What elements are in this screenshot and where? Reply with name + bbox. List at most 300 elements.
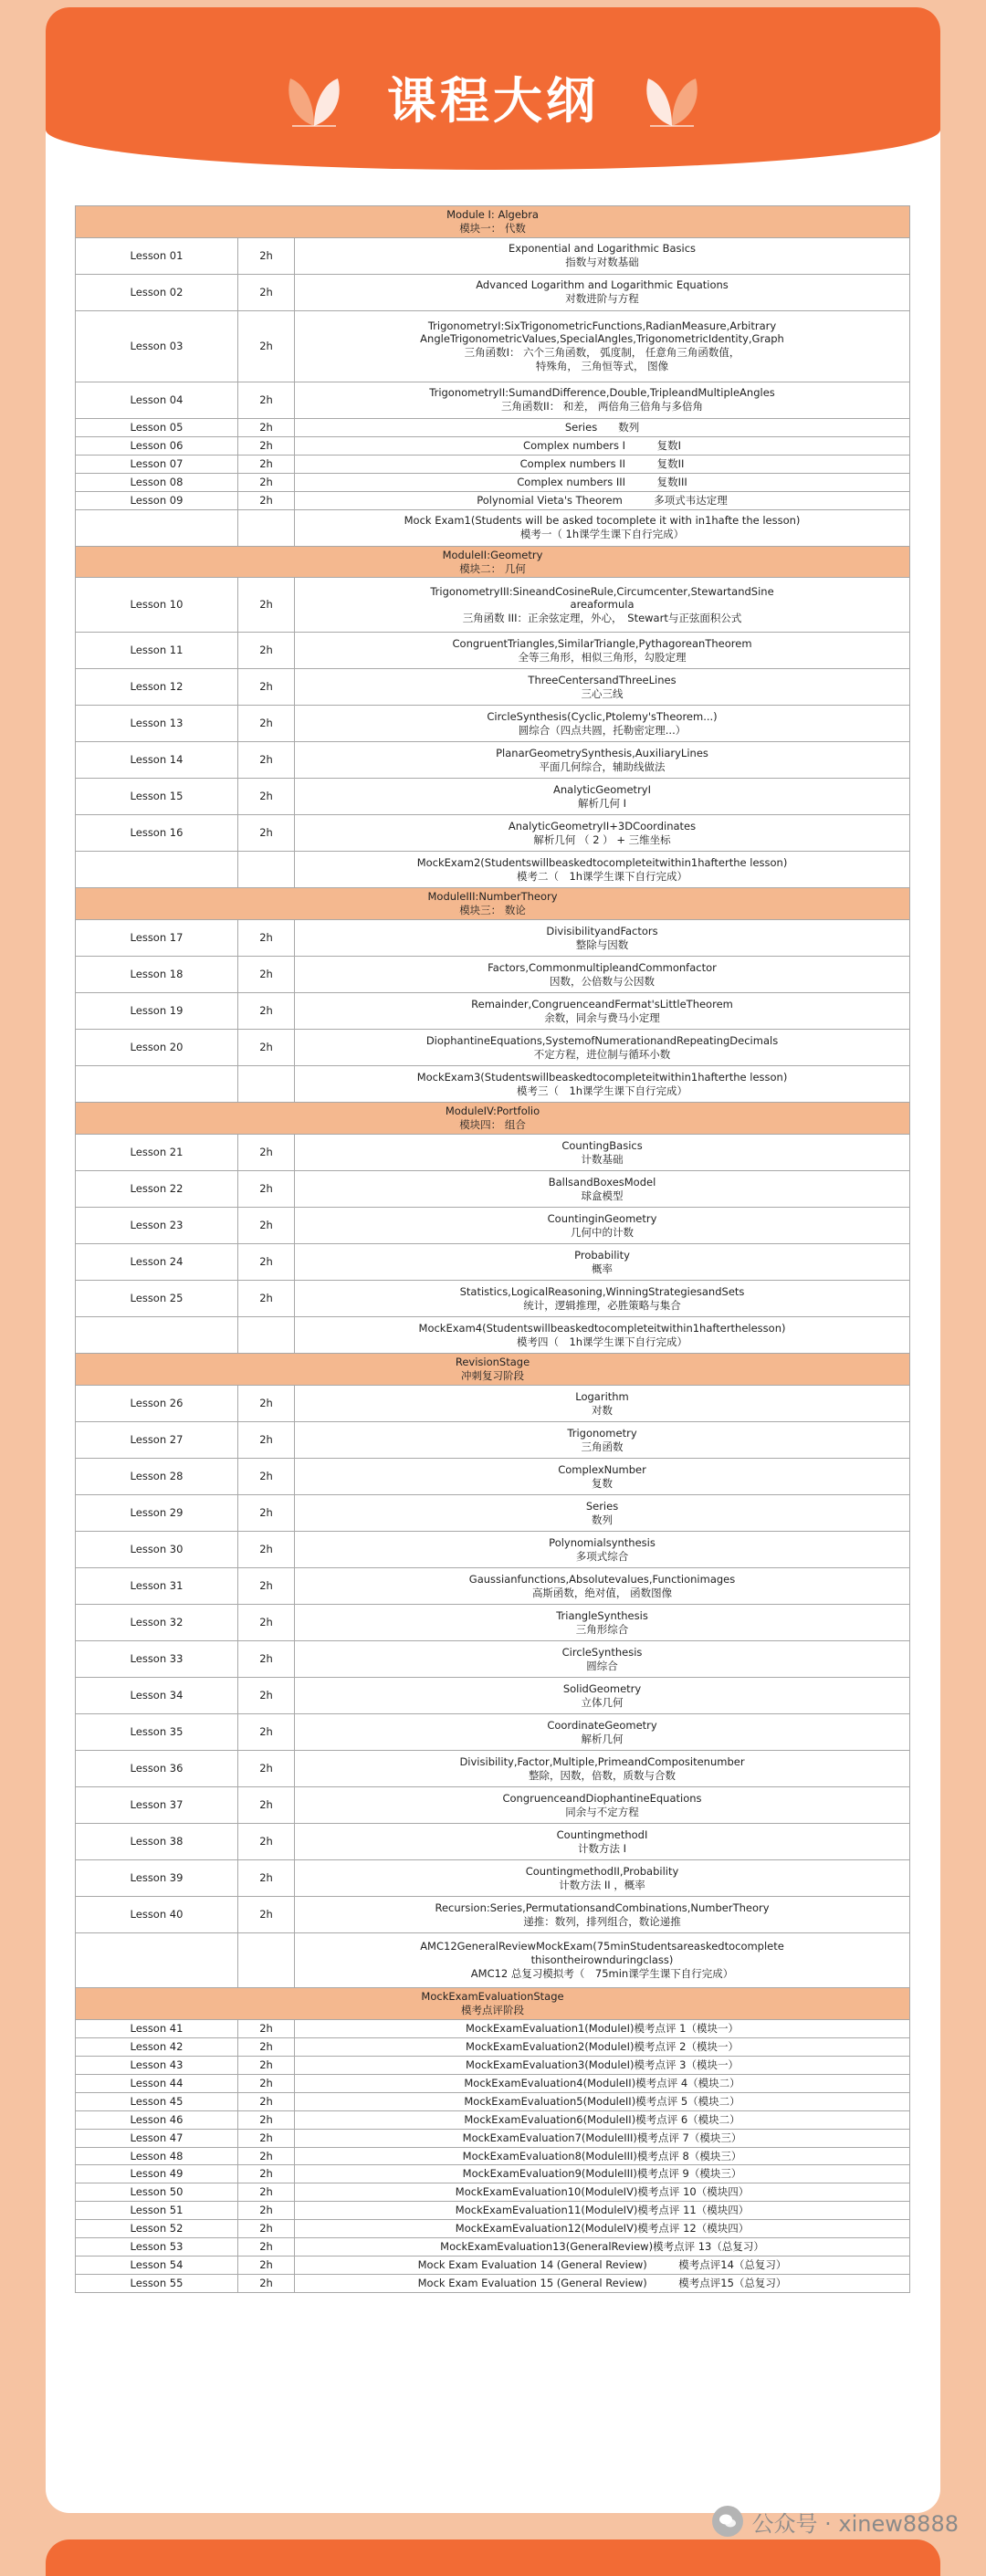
lesson-topic (295, 706, 910, 742)
wechat-icon (712, 2506, 743, 2537)
module-header (76, 1988, 910, 2020)
lesson-topic (295, 2037, 910, 2056)
lesson-row (76, 2019, 910, 2037)
lesson-topic (295, 815, 910, 852)
lesson-row (76, 1860, 910, 1897)
lesson-topic (295, 1605, 910, 1641)
lesson-row (76, 815, 910, 852)
lesson-number (76, 852, 238, 888)
topic-line: 模考二（ 1h课学生课下自行完成） (516, 869, 688, 883)
lesson-hours: 2h (238, 2129, 295, 2147)
page-title: 课程大纲 (387, 72, 599, 130)
lesson-hours: 2h (238, 2074, 295, 2092)
topic-line: 指数与对数基础 (565, 256, 639, 269)
lesson-hours: 2h (238, 2165, 295, 2183)
topic-line: Complex numbers III 复数III (517, 475, 687, 488)
lesson-number: Lesson 10 (76, 578, 238, 633)
lesson-number: Lesson 35 (76, 1714, 238, 1751)
topic-line: 概率 (592, 1262, 614, 1275)
lesson-number: Lesson 05 (76, 418, 238, 436)
topic-line: AMC12GeneralReviewMockExam(75minStudentsareaskedtocomplete (420, 1940, 784, 1953)
lesson-hours: 2h (238, 274, 295, 310)
lesson-number: Lesson 02 (76, 274, 238, 310)
lesson-topic (295, 2092, 910, 2110)
lesson-row (76, 669, 910, 706)
lesson-topic (295, 436, 910, 455)
lesson-topic (295, 1860, 910, 1897)
topic-line: 三角函数I： 六个三角函数， 弧度制， 任意角三角函数值， (464, 346, 740, 360)
lesson-number: Lesson 07 (76, 455, 238, 473)
topic-line: Mock Exam Evaluation 15 (General Review) 模考点评15（总复习） (417, 2277, 787, 2290)
topic-line: MockExam2(Studentswillbeaskedtocompleteitwithin1hafterthe lesson) (416, 856, 788, 869)
lesson-number: Lesson 36 (76, 1751, 238, 1787)
topic-line: CountingmethodI (556, 1827, 648, 1841)
lesson-topic (295, 2056, 910, 2074)
lesson-row (76, 1751, 910, 1787)
module-title-line: RevisionStage (455, 1356, 530, 1369)
lesson-number: Lesson 52 (76, 2220, 238, 2238)
lesson-topic (295, 491, 910, 509)
topic-line: Trigonometry (567, 1426, 637, 1440)
lesson-topic (295, 779, 910, 815)
topic-line: Divisibility,Factor,Multiple,PrimeandCompositenumber (459, 1754, 745, 1768)
lesson-number: Lesson 38 (76, 1824, 238, 1860)
topic-line: ComplexNumber (558, 1462, 646, 1476)
lesson-hours: 2h (238, 2202, 295, 2220)
lesson-row (76, 1244, 910, 1281)
topic-line: AnalyticGeometryII+3DCoordinates (508, 820, 697, 832)
topic-line: DiophantineEquations,SystemofNumerationandRepeatingDecimals (425, 1033, 779, 1047)
lesson-row (76, 2037, 910, 2056)
lesson-topic (295, 473, 910, 491)
lesson-row (76, 418, 910, 436)
topic-line: CircleSynthesis (561, 1645, 643, 1659)
lesson-hours: 2h (238, 1897, 295, 1933)
lesson-hours: 2h (238, 1208, 295, 1244)
lesson-topic (295, 2238, 910, 2257)
lesson-number: Lesson 21 (76, 1135, 238, 1171)
topic-line: 圆综合 (586, 1659, 618, 1672)
lesson-row (76, 2147, 910, 2165)
lesson-hours: 2h (238, 382, 295, 418)
topic-line: 模考三（ 1h课学生课下自行完成） (516, 1084, 688, 1097)
module-header (76, 546, 910, 578)
lesson-topic (295, 2074, 910, 2092)
lesson-hours: 2h (238, 1605, 295, 1641)
lesson-number: Lesson 15 (76, 779, 238, 815)
lesson-topic (295, 742, 910, 779)
lesson-hours: 2h (238, 1751, 295, 1787)
lesson-row (76, 1678, 910, 1714)
lesson-topic (295, 1568, 910, 1605)
lesson-number: Lesson 08 (76, 473, 238, 491)
lesson-number (76, 509, 238, 546)
lesson-hours: 2h (238, 2183, 295, 2202)
module-header-row (76, 546, 910, 578)
lesson-topic (295, 993, 910, 1030)
topic-line: AnalyticGeometryI (553, 783, 651, 796)
lesson-hours: 2h (238, 2110, 295, 2129)
syllabus-card (46, 7, 940, 2513)
module-header (76, 206, 910, 238)
lesson-hours: 2h (238, 2257, 295, 2275)
lesson-topic (295, 1532, 910, 1568)
lesson-row (76, 1422, 910, 1459)
lesson-number: Lesson 30 (76, 1532, 238, 1568)
lesson-hours: 2h (238, 2019, 295, 2037)
lesson-topic (295, 1751, 910, 1787)
lesson-row (76, 2275, 910, 2293)
topic-line: Polynomialsynthesis (549, 1535, 656, 1549)
topic-line: PlanarGeometrySynthesis,AuxiliaryLines (496, 747, 708, 759)
topic-line: 圆综合（四点共圆，托勒密定理...） (518, 723, 687, 737)
lesson-topic (295, 310, 910, 382)
lesson-hours: 2h (238, 1281, 295, 1317)
lesson-row (76, 274, 910, 310)
module-title-line: ModuleII:Geometry (442, 548, 543, 561)
lesson-row (76, 1208, 910, 1244)
lesson-topic (295, 1135, 910, 1171)
topic-line: Logarithm (575, 1389, 629, 1403)
lesson-number: Lesson 12 (76, 669, 238, 706)
lesson-topic (295, 2019, 910, 2037)
module-title-line: ModuleIII:NumberTheory (427, 890, 558, 904)
lesson-hours: 2h (238, 920, 295, 957)
topic-line: TriangleSynthesis (556, 1608, 648, 1622)
topic-line: 全等三角形，相似三角形，勾股定理 (518, 650, 687, 664)
lesson-hours: 2h (238, 436, 295, 455)
topic-line: MockExamEvaluation8(ModuleIII)模考点评 8（模块三） (462, 2149, 742, 2162)
topic-line: 对数 (592, 1403, 614, 1417)
lesson-number: Lesson 51 (76, 2202, 238, 2220)
topic-line: 解析几何 (581, 1732, 624, 1745)
lesson-topic (295, 669, 910, 706)
lesson-row (76, 2202, 910, 2220)
lesson-hours: 2h (238, 473, 295, 491)
lesson-row (76, 1641, 910, 1678)
topic-line: 模考四（ 1h课学生课下自行完成） (516, 1335, 688, 1348)
topic-line: 模考一（ 1h课学生课下自行完成） (519, 528, 685, 541)
lesson-topic (295, 2165, 910, 2183)
lesson-number: Lesson 06 (76, 436, 238, 455)
lesson-hours: 2h (238, 1714, 295, 1751)
module-title-line: 冲刺复习阶段 (461, 1369, 525, 1383)
lesson-hours: 2h (238, 2220, 295, 2238)
watermark (712, 2503, 959, 2539)
lesson-row (76, 2074, 910, 2092)
lesson-topic (295, 1386, 910, 1422)
lesson-row (76, 1317, 910, 1354)
lesson-number (76, 1066, 238, 1103)
lesson-row (76, 578, 910, 633)
lesson-number: Lesson 40 (76, 1897, 238, 1933)
topic-line: MockExamEvaluation9(ModuleIII)模考点评 9（模块三） (462, 2167, 742, 2181)
lesson-row (76, 1495, 910, 1532)
lesson-hours: 2h (238, 1030, 295, 1066)
topic-line: MockExamEvaluation7(ModuleIII)模考点评 7（模块三） (462, 2131, 742, 2144)
lesson-topic (295, 1495, 910, 1532)
lesson-topic (295, 2202, 910, 2220)
module-header-row (76, 1988, 910, 2020)
lesson-hours: 2h (238, 706, 295, 742)
lesson-number: Lesson 28 (76, 1459, 238, 1495)
topic-line: MockExamEvaluation4(ModuleII)模考点评 4（模块二） (464, 2076, 740, 2089)
lesson-topic (295, 1678, 910, 1714)
lesson-topic (295, 1208, 910, 1244)
lesson-row (76, 509, 910, 546)
lesson-number: Lesson 24 (76, 1244, 238, 1281)
lesson-topic (295, 1714, 910, 1751)
lesson-topic (295, 1317, 910, 1354)
topic-line: 整除与因数 (575, 937, 629, 951)
lesson-topic (295, 1171, 910, 1208)
module-header (76, 1354, 910, 1386)
topic-line: 整除，因数，倍数，质数与合数 (529, 1768, 677, 1782)
topic-line: 解析几何 （ 2 ） + 三维坐标 (533, 832, 671, 846)
lesson-number: Lesson 31 (76, 1568, 238, 1605)
topic-line: 余数，同余与费马小定理 (544, 1011, 660, 1024)
lesson-hours: 2h (238, 1787, 295, 1824)
lesson-hours: 2h (238, 455, 295, 473)
lesson-row (76, 310, 910, 382)
lesson-hours: 2h (238, 2275, 295, 2293)
topic-line: 对数进阶与方程 (565, 292, 639, 306)
lesson-row (76, 237, 910, 274)
topic-line: 多项式综合 (575, 1549, 629, 1563)
topic-line: CircleSynthesis(Cyclic,Ptolemy'sTheorem...) (487, 710, 718, 723)
lesson-number: Lesson 41 (76, 2019, 238, 2037)
topic-line: TrigonometryII:SumandDifference,Double,TripleandMultipleAngles (429, 386, 775, 400)
lesson-row (76, 779, 910, 815)
lesson-number: Lesson 45 (76, 2092, 238, 2110)
lesson-row (76, 2183, 910, 2202)
topic-line: Mock Exam Evaluation 14 (General Review) 模考点评14（总复习） (417, 2258, 787, 2272)
lesson-topic (295, 578, 910, 633)
lesson-number: Lesson 16 (76, 815, 238, 852)
module-header-row (76, 206, 910, 238)
lesson-number: Lesson 54 (76, 2257, 238, 2275)
lesson-row (76, 455, 910, 473)
topic-line: MockExamEvaluation10(ModuleIV)模考点评 10（模块四） (455, 2185, 750, 2199)
lesson-hours: 2h (238, 779, 295, 815)
module-title-line: ModuleIV:Portfolio (445, 1105, 540, 1118)
topic-line: CountingmethodII,Probability (525, 1864, 679, 1878)
topic-line: MockExamEvaluation12(ModuleIV)模考点评 12（模块四） (455, 2222, 750, 2236)
topic-line: MockExamEvaluation3(ModuleI)模考点评 3（模块一） (466, 2058, 739, 2071)
lesson-topic (295, 2129, 910, 2147)
lesson-hours: 2h (238, 2147, 295, 2165)
topic-line: 三角形综合 (575, 1622, 629, 1636)
lesson-row (76, 1281, 910, 1317)
lesson-hours: 2h (238, 1824, 295, 1860)
lesson-number: Lesson 39 (76, 1860, 238, 1897)
topic-line: 特殊角， 三角恒等式， 图像 (535, 360, 669, 373)
module-title-line: MockExamEvaluationStage (421, 1990, 564, 2004)
lesson-row (76, 382, 910, 418)
lesson-topic (295, 2220, 910, 2238)
module-title-line: 模块三： 数论 (459, 904, 526, 917)
lesson-row (76, 2129, 910, 2147)
lesson-topic (295, 1787, 910, 1824)
lesson-hours: 2h (238, 633, 295, 669)
topic-line: Factors,CommonmultipleandCommonfactor (488, 960, 717, 974)
topic-line: 立体几何 (581, 1695, 624, 1709)
lesson-hours (238, 509, 295, 546)
lesson-row (76, 436, 910, 455)
lesson-row (76, 1714, 910, 1751)
lesson-number (76, 1317, 238, 1354)
topic-line: Statistics,LogicalReasoning,WinningStrategiesandSets (459, 1284, 745, 1298)
topic-line: MockExamEvaluation2(ModuleI)模考点评 2（模块一） (466, 2039, 739, 2053)
lesson-number: Lesson 50 (76, 2183, 238, 2202)
lesson-topic (295, 920, 910, 957)
lesson-number: Lesson 18 (76, 957, 238, 993)
lesson-row (76, 1824, 910, 1860)
topic-line: MockExamEvaluation13(GeneralReview)模考点评 13（总复习） (440, 2240, 764, 2254)
lesson-hours: 2h (238, 418, 295, 436)
lesson-number: Lesson 11 (76, 633, 238, 669)
topic-line: Series (585, 1499, 619, 1513)
lesson-row (76, 2056, 910, 2074)
lesson-topic (295, 2147, 910, 2165)
topic-line: 同余与不定方程 (565, 1805, 639, 1818)
lesson-hours: 2h (238, 1386, 295, 1422)
module-title-line: 模块二： 几何 (459, 561, 526, 575)
lesson-topic (295, 237, 910, 274)
lesson-topic (295, 957, 910, 993)
lesson-hours: 2h (238, 1171, 295, 1208)
lesson-row (76, 2238, 910, 2257)
topic-line: 计数方法 II ，概率 (559, 1878, 645, 1891)
topic-line: Probability (574, 1248, 630, 1262)
topic-line: 因数，公倍数与公因数 (550, 974, 656, 988)
topic-line: 数列 (592, 1513, 614, 1526)
topic-line: 三心三线 (581, 686, 624, 700)
topic-line: MockExamEvaluation6(ModuleII)模考点评 6（模块二） (464, 2112, 740, 2126)
topic-line: Complex numbers I 复数I (523, 438, 681, 452)
lesson-topic (295, 2257, 910, 2275)
lesson-number: Lesson 46 (76, 2110, 238, 2129)
lesson-hours: 2h (238, 1678, 295, 1714)
topic-line: TrigonometryI:SixTrigonometricFunctions,RadianMeasure,Arbitrary (427, 319, 777, 332)
lesson-number: Lesson 33 (76, 1641, 238, 1678)
lesson-number: Lesson 42 (76, 2037, 238, 2056)
module-header-row (76, 1354, 910, 1386)
lesson-row (76, 473, 910, 491)
topic-line: MockExamEvaluation11(ModuleIV)模考点评 11（模块四） (455, 2204, 750, 2217)
lesson-number: Lesson 22 (76, 1171, 238, 1208)
topic-line: 三角函数 III：正余弦定理，外心， Stewart与正弦面积公式 (462, 612, 742, 625)
topic-line: MockExamEvaluation5(ModuleII)模考点评 5（模块二） (464, 2094, 740, 2108)
lesson-hours: 2h (238, 1532, 295, 1568)
topic-line: AngleTrigonometricValues,SpecialAngles,TrigonometricIdentity,Graph (420, 332, 784, 346)
lesson-hours: 2h (238, 1641, 295, 1678)
lesson-hours: 2h (238, 2092, 295, 2110)
topic-line: SolidGeometry (562, 1681, 642, 1695)
lesson-row (76, 920, 910, 957)
topic-line: TrigonometryIII:SineandCosineRule,Circumcenter,StewartandSine (430, 584, 774, 598)
lesson-hours: 2h (238, 669, 295, 706)
lesson-number: Lesson 01 (76, 237, 238, 274)
lesson-number: Lesson 09 (76, 491, 238, 509)
topic-line: Recursion:Series,PermutationsandCombinations,NumberTheory (435, 1901, 770, 1914)
topic-line: areaformula (570, 598, 635, 612)
lesson-number: Lesson 44 (76, 2074, 238, 2092)
topic-line: AMC12 总复习模拟考（ 75min课学生课下自行完成） (470, 1967, 734, 1981)
lesson-topic (295, 1066, 910, 1103)
lesson-row (76, 2220, 910, 2238)
lesson-hours: 2h (238, 491, 295, 509)
lesson-number: Lesson 49 (76, 2165, 238, 2183)
lesson-topic (295, 1897, 910, 1933)
lesson-row (76, 1897, 910, 1933)
topic-line: 几何中的计数 (571, 1225, 635, 1239)
topic-line: 平面几何综合，辅助线做法 (539, 759, 666, 773)
lesson-hours (238, 1317, 295, 1354)
lesson-topic (295, 1030, 910, 1066)
topic-line: 计数基础 (581, 1152, 624, 1166)
lesson-hours: 2h (238, 2238, 295, 2257)
lesson-row (76, 706, 910, 742)
lesson-hours (238, 1933, 295, 1988)
lesson-hours: 2h (238, 578, 295, 633)
lesson-hours (238, 1066, 295, 1103)
lesson-hours: 2h (238, 1568, 295, 1605)
topic-line: thisontheirownduringclass) (530, 1953, 674, 1967)
lesson-row (76, 1933, 910, 1988)
module-title-line: 模块一： 代数 (459, 221, 526, 235)
topic-line: BallsandBoxesModel (548, 1175, 656, 1189)
module-title-line: Module I: Algebra (446, 208, 539, 221)
lesson-hours: 2h (238, 993, 295, 1030)
lesson-topic (295, 1824, 910, 1860)
lesson-topic (295, 1933, 910, 1988)
topic-line: 统计，逻辑推理，必胜策略与集合 (523, 1298, 681, 1312)
lesson-row (76, 1532, 910, 1568)
lesson-number: Lesson 26 (76, 1386, 238, 1422)
topic-line: Complex numbers II 复数II (519, 456, 685, 470)
lesson-row (76, 1030, 910, 1066)
lesson-hours: 2h (238, 310, 295, 382)
lesson-row (76, 2110, 910, 2129)
lesson-row (76, 2257, 910, 2275)
topic-line: Remainder,CongruenceandFermat'sLittleTheorem (471, 997, 733, 1011)
lesson-number: Lesson 27 (76, 1422, 238, 1459)
lesson-number: Lesson 47 (76, 2129, 238, 2147)
lesson-topic (295, 1459, 910, 1495)
lesson-hours: 2h (238, 957, 295, 993)
topic-line: DivisibilityandFactors (546, 924, 658, 937)
topic-line: 三角函数II： 和差， 两倍角三倍角与多倍角 (500, 400, 704, 414)
topic-line: 三角函数 (581, 1440, 624, 1453)
lesson-row (76, 742, 910, 779)
module-header-row (76, 1103, 910, 1135)
topic-line: CountingBasics (561, 1138, 643, 1152)
lesson-number: Lesson 25 (76, 1281, 238, 1317)
topic-line: 复数 (592, 1476, 614, 1490)
topic-line: Advanced Logarithm and Logarithmic Equations (476, 278, 729, 292)
lesson-topic (295, 2110, 910, 2129)
lesson-row (76, 491, 910, 509)
topic-line: MockExam4(Studentswillbeaskedtocompleteitwithin1hafterthelesson) (418, 1321, 786, 1335)
topic-line: Exponential and Logarithmic Basics (508, 242, 697, 256)
topic-line: Polynomial Vieta's Theorem 多项式韦达定理 (477, 493, 728, 507)
topic-line: Mock Exam1(Students will be asked tocomplete it with in1hafte the lesson) (404, 514, 801, 528)
lesson-number: Lesson 55 (76, 2275, 238, 2293)
topic-line: 递推：数列，排列组合，数论递推 (523, 1914, 681, 1928)
lesson-topic (295, 274, 910, 310)
lesson-row (76, 993, 910, 1030)
